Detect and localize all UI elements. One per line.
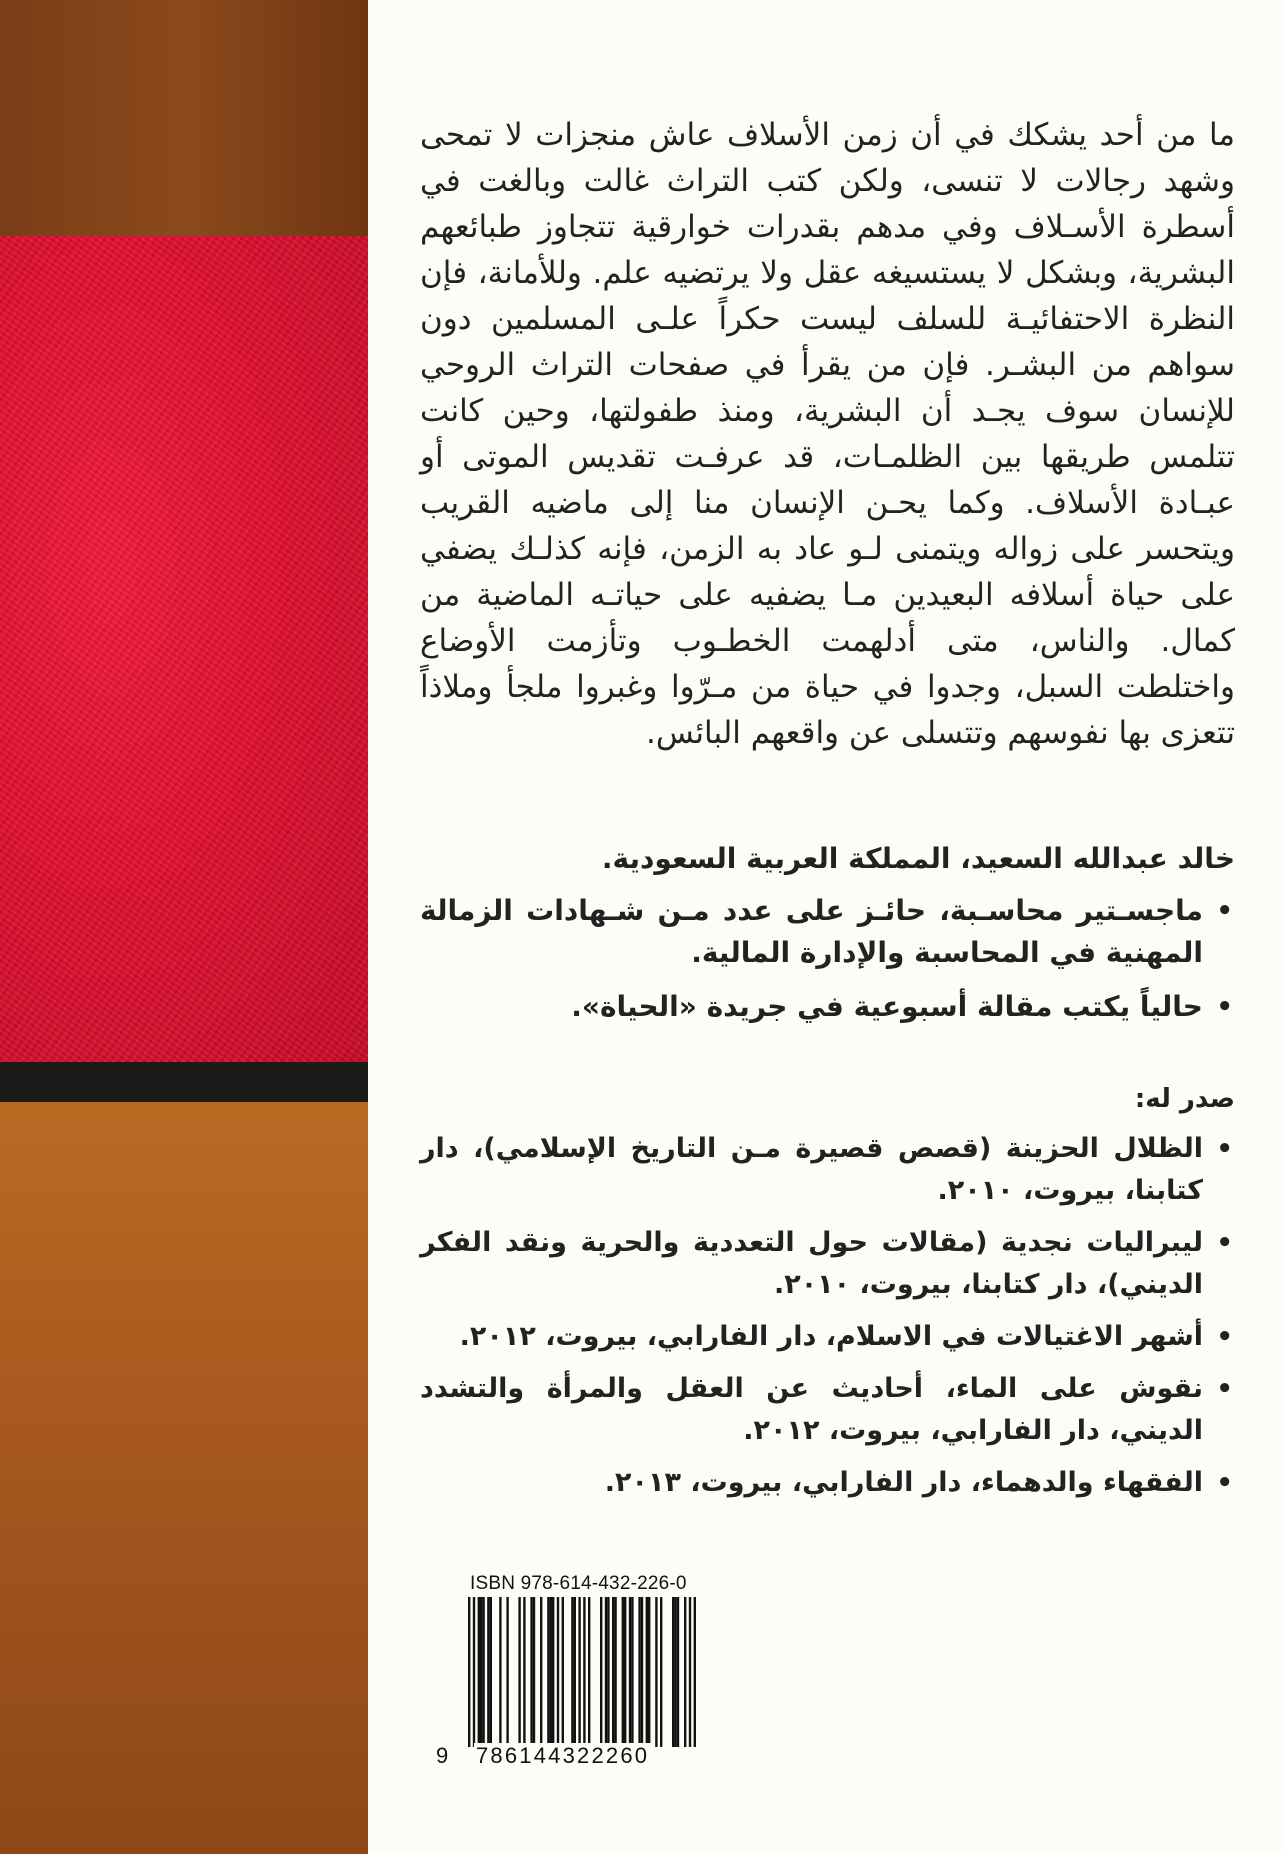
barcode-bar <box>557 1597 559 1747</box>
author-name-line: خالد عبدالله السعيد، المملكة العربية السعودية. <box>601 842 1235 875</box>
publications-section <box>420 1078 1235 1514</box>
barcode-bar <box>530 1597 532 1747</box>
publication-item: • أشهر الاغتيالات في الاسلام، دار الفارابي، بيروت، ٢٠١٢. <box>420 1316 1235 1358</box>
barcode-bar <box>523 1597 525 1747</box>
author-bullet-item: • ماجسـتير محاسـبة، حائـز على عدد مـن شـهادات الزمالة المهنية في المحاسبة والإدارة المالية. <box>420 890 1235 974</box>
barcode-bar <box>482 1597 484 1747</box>
barcode-bar <box>562 1597 564 1747</box>
brown-panel-bottom <box>0 1102 368 1854</box>
barcode-bar <box>631 1597 633 1747</box>
barcode-bar <box>612 1597 614 1747</box>
barcode-bar <box>487 1597 489 1747</box>
barcode-bar <box>694 1597 696 1747</box>
barcode-bar <box>480 1597 482 1747</box>
barcode-bar <box>499 1597 501 1747</box>
barcode-bar <box>478 1597 480 1747</box>
barcode-bars <box>468 1597 696 1747</box>
barcode-bar <box>660 1597 662 1747</box>
barcode-bar <box>638 1597 640 1747</box>
barcode-bar <box>655 1597 657 1747</box>
ean-first-digit: 9 <box>436 1743 449 1768</box>
barcode-bar <box>473 1597 475 1747</box>
publication-item: • الظلال الحزينة (قصص قصيرة مـن التاريخ الإسلامي)، دار كتابنا، بيروت، ٢٠١٠. <box>420 1128 1235 1212</box>
red-textured-panel <box>0 236 368 1062</box>
barcode-bar <box>622 1597 624 1747</box>
barcode-bar <box>641 1597 643 1747</box>
barcode-bar <box>540 1597 542 1747</box>
barcode-bar <box>607 1597 609 1747</box>
ean-remaining-digits: 786144322260 <box>476 1743 650 1768</box>
author-bullet-list <box>420 890 1235 1028</box>
barcode-bar <box>547 1597 549 1747</box>
barcode-bar <box>578 1597 580 1747</box>
publication-item: • نقوش على الماء، أحاديث عن العقل والمرأة والتشدد الديني، دار الفارابي، بيروت، ٢٠١٢. <box>420 1368 1235 1452</box>
isbn-barcode <box>436 1573 711 1769</box>
barcode-bar <box>677 1597 679 1747</box>
barcode-bar <box>550 1597 552 1747</box>
publications-heading: صدر له: <box>1134 1084 1235 1114</box>
barcode-bar <box>468 1597 470 1747</box>
ean-digits <box>436 1743 711 1769</box>
barcode-bar <box>533 1597 535 1747</box>
intro-blurb <box>420 112 1235 756</box>
barcode-bar <box>674 1597 676 1747</box>
black-band <box>0 1062 368 1102</box>
barcode-bar <box>600 1597 602 1747</box>
barcode-bar <box>552 1597 554 1747</box>
barcode-bar <box>646 1597 648 1747</box>
barcode-bar <box>629 1597 631 1747</box>
barcode-bar <box>574 1597 576 1747</box>
barcode-bar <box>588 1597 590 1747</box>
publication-item: • ليبراليات نجدية (مقالات حول التعددية والحرية ونقد الفكر الديني)، دار كتابنا، بيروت، ٢٠١٠. <box>420 1222 1235 1306</box>
publications-list <box>420 1128 1235 1504</box>
brown-panel-top <box>0 0 368 236</box>
author-bullet-item: • حالياً يكتب مقالة أسبوعية في جريدة «الحياة». <box>420 986 1235 1028</box>
barcode-bar <box>518 1597 520 1747</box>
barcode-bar <box>624 1597 626 1747</box>
barcode-bar <box>490 1597 492 1747</box>
barcode-bar <box>648 1597 650 1747</box>
barcode-bar <box>672 1597 674 1747</box>
author-bio <box>420 838 1235 1040</box>
barcode-bar <box>614 1597 616 1747</box>
barcode-bar <box>583 1597 585 1747</box>
publication-item: • الفقهاء والدهماء، دار الفارابي، بيروت، ٢٠١٣. <box>420 1462 1235 1504</box>
isbn-label: ISBN 978-614-432-226-0 <box>470 1573 687 1594</box>
barcode-bar <box>571 1597 573 1747</box>
barcode-bar <box>684 1597 686 1747</box>
intro-paragraph: ما من أحد يشكك في أن زمن الأسلاف عاش منجزات لا تمحى وشهد رجالات لا تنسى، ولكن كتب التراث غالت وبالغت في أسطرة الأسـلاف وفي مدهم بقدرات خوارقية تتجاوز طبائعهم البشرية، وبشكل لا يستسيغه عقل ولا يرتضيه علم. وللأمانة، فإن النظرة الاحتفائيـة للسلف ليست حكراً علـى المسلمين دون سواهم من البشـر. فإن من يقرأ في صفحات التراث الروحي للإنسان سوف يجـد أن البشرية، ومنذ طفولتها، وحين كانت تتلمس طريقها بين الظلمـات، قد عرفـت تقديس الموتى أو عبـادة الأسلاف. وكما يحـن الإنسان منا إلى ماضيه القريب ويتحسر على زواله ويتمنى لـو عاد به الزمن، فإنه كذلـك يضفي على حياة أسلافه البعيدين مـا يضفيه على حياتـه الماضية من كمال. والناس، متى أدلهمت الخطـوب وتأزمت الأوضاع واختلطت السبل، وجدوا في حياة من مـرّوا وغبروا ملجأ وملاذاً تتعزى بها نفوسهم وتتسلى عن واقعهم البائس. <box>420 117 1235 751</box>
barcode-bar <box>689 1597 691 1747</box>
barcode-bar <box>605 1597 607 1747</box>
barcode-bar <box>506 1597 508 1747</box>
